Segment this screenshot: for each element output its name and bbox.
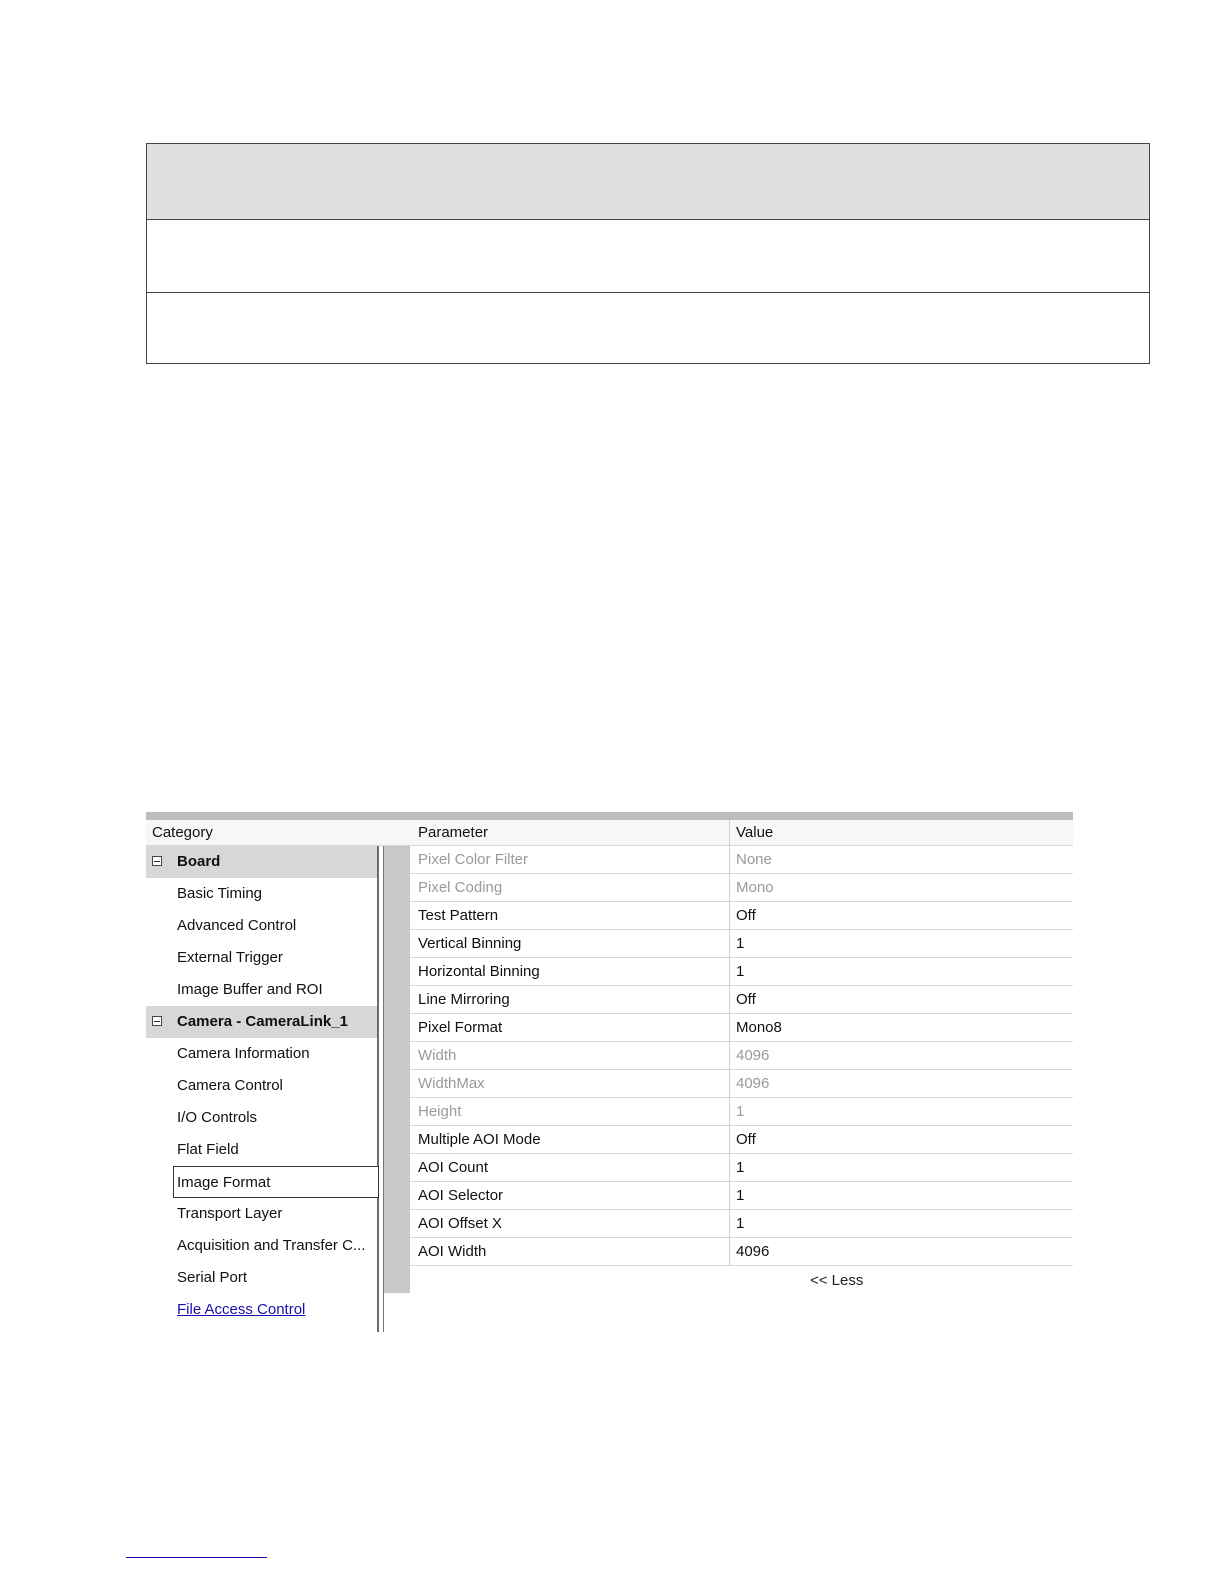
table-row[interactable] (410, 902, 1073, 930)
parameter-name: Pixel Format (418, 1019, 503, 1036)
parameter-name: Line Mirroring (418, 991, 510, 1008)
category-tree (146, 846, 379, 1332)
parameter-name: Test Pattern (418, 907, 499, 924)
parameter-value[interactable]: 4096 (736, 1243, 770, 1260)
tree-item-label: External Trigger (177, 949, 283, 966)
category-column-header[interactable]: Category (146, 820, 384, 846)
tree-item-label: Acquisition and Transfer C... (177, 1237, 366, 1254)
parameter-value[interactable]: Off (736, 991, 756, 1008)
tree-item-acquisition-and-transfer-c[interactable] (146, 1230, 377, 1262)
collapse-icon[interactable] (152, 1016, 162, 1026)
column-separator (729, 874, 730, 902)
tree-item-label: Advanced Control (177, 917, 297, 934)
parameter-name: Multiple AOI Mode (418, 1131, 541, 1148)
table-row (147, 220, 1149, 293)
value-column-header[interactable]: Value (730, 820, 1073, 846)
empty-table (146, 143, 1150, 364)
tree-item-advanced-control[interactable] (146, 910, 377, 942)
column-separator (729, 930, 730, 958)
tree-item-label: Basic Timing (177, 885, 263, 902)
column-separator (729, 1098, 730, 1126)
parameter-value[interactable]: 1 (736, 1159, 745, 1176)
table-row[interactable] (410, 1210, 1073, 1238)
column-separator (729, 1126, 730, 1154)
tree-item-camera-information[interactable] (146, 1038, 377, 1070)
tree-item-label: I/O Controls (177, 1109, 258, 1126)
tree-item-label: Serial Port (177, 1269, 248, 1286)
tree-item-label: File Access Control (177, 1301, 306, 1318)
parameter-value[interactable]: 1 (736, 1215, 745, 1232)
parameter-name: AOI Count (418, 1159, 489, 1176)
tree-item-transport-layer[interactable] (146, 1198, 377, 1230)
column-separator (729, 1070, 730, 1098)
parameter-value[interactable]: 4096 (736, 1047, 770, 1064)
table-header-row (147, 144, 1149, 220)
tree-group-board[interactable] (146, 846, 377, 878)
column-separator (729, 958, 730, 986)
column-separator (729, 1042, 730, 1070)
tree-item-label: Transport Layer (177, 1205, 283, 1222)
column-separator (729, 1154, 730, 1182)
parameter-value[interactable]: Off (736, 907, 756, 924)
tree-item-camera-control[interactable] (146, 1070, 377, 1102)
column-separator (729, 902, 730, 930)
header-gap (384, 820, 412, 846)
table-row[interactable] (410, 930, 1073, 958)
tree-item-label: Flat Field (177, 1141, 239, 1158)
parameter-value[interactable]: 1 (736, 963, 745, 980)
tree-item-serial-port[interactable] (146, 1262, 377, 1294)
column-separator (729, 986, 730, 1014)
tree-item-label: Image Buffer and ROI (177, 981, 323, 998)
column-separator (729, 1014, 730, 1042)
camera-parameters-panel (146, 812, 1073, 1332)
table-row[interactable] (410, 986, 1073, 1014)
column-separator (729, 1238, 730, 1266)
parameter-name: Pixel Coding (418, 879, 503, 896)
parameter-value[interactable]: 1 (736, 1187, 745, 1204)
tree-item-label: Camera Control (177, 1077, 283, 1094)
tree-item-label: Camera Information (177, 1045, 310, 1062)
parameter-value[interactable]: Off (736, 1131, 756, 1148)
parameter-name: AOI Offset X (418, 1215, 502, 1232)
table-row (147, 293, 1149, 364)
parameter-name: AOI Selector (418, 1187, 504, 1204)
table-row[interactable] (410, 1042, 1073, 1070)
parameter-name: Horizontal Binning (418, 963, 540, 980)
tree-item-file-access-control[interactable] (146, 1294, 377, 1326)
parameter-value[interactable]: Mono8 (736, 1019, 782, 1036)
tree-item-basic-timing[interactable] (146, 878, 377, 910)
tree-item-label: Camera - CameraLink_1 (177, 1013, 348, 1030)
panel-top-bar (146, 812, 1073, 820)
tree-item-external-trigger[interactable] (146, 942, 377, 974)
tree-item-image-format[interactable] (173, 1166, 379, 1198)
parameter-name: Width (418, 1047, 457, 1064)
column-separator (729, 846, 730, 874)
less-button[interactable]: << Less (810, 1272, 864, 1289)
tree-group-camera-cameralink-1[interactable] (146, 1006, 377, 1038)
table-row[interactable] (410, 874, 1073, 902)
parameter-column-header[interactable]: Parameter (412, 820, 730, 846)
tree-item-i-o-controls[interactable] (146, 1102, 377, 1134)
parameter-value[interactable]: 1 (736, 935, 745, 952)
table-row[interactable] (410, 846, 1073, 874)
parameter-value[interactable]: 1 (736, 1103, 745, 1120)
grid-row-header-strip (384, 846, 410, 1293)
table-row[interactable] (410, 1014, 1073, 1042)
table-row[interactable] (410, 1070, 1073, 1098)
parameter-name: Pixel Color Filter (418, 851, 529, 868)
column-separator (729, 1182, 730, 1210)
table-row[interactable] (410, 1238, 1073, 1266)
tree-item-label: Board (177, 853, 221, 870)
table-row[interactable] (410, 1154, 1073, 1182)
parameter-value[interactable]: 4096 (736, 1075, 770, 1092)
parameter-name: Height (418, 1103, 462, 1120)
collapse-icon[interactable] (152, 856, 162, 866)
parameter-value[interactable]: Mono (736, 879, 774, 896)
parameter-name: Vertical Binning (418, 935, 522, 952)
tree-item-label: Image Format (177, 1174, 271, 1191)
footnote-separator (126, 1557, 267, 1558)
tree-item-image-buffer-and-roi[interactable] (146, 974, 377, 1006)
parameter-value[interactable]: None (736, 851, 772, 868)
table-row[interactable] (410, 1126, 1073, 1154)
parameter-name: WidthMax (418, 1075, 485, 1092)
tree-item-flat-field[interactable] (146, 1134, 377, 1166)
table-row[interactable] (410, 1098, 1073, 1126)
column-separator (729, 1210, 730, 1238)
table-row[interactable] (410, 958, 1073, 986)
table-row[interactable] (410, 1182, 1073, 1210)
parameter-name: AOI Width (418, 1243, 487, 1260)
